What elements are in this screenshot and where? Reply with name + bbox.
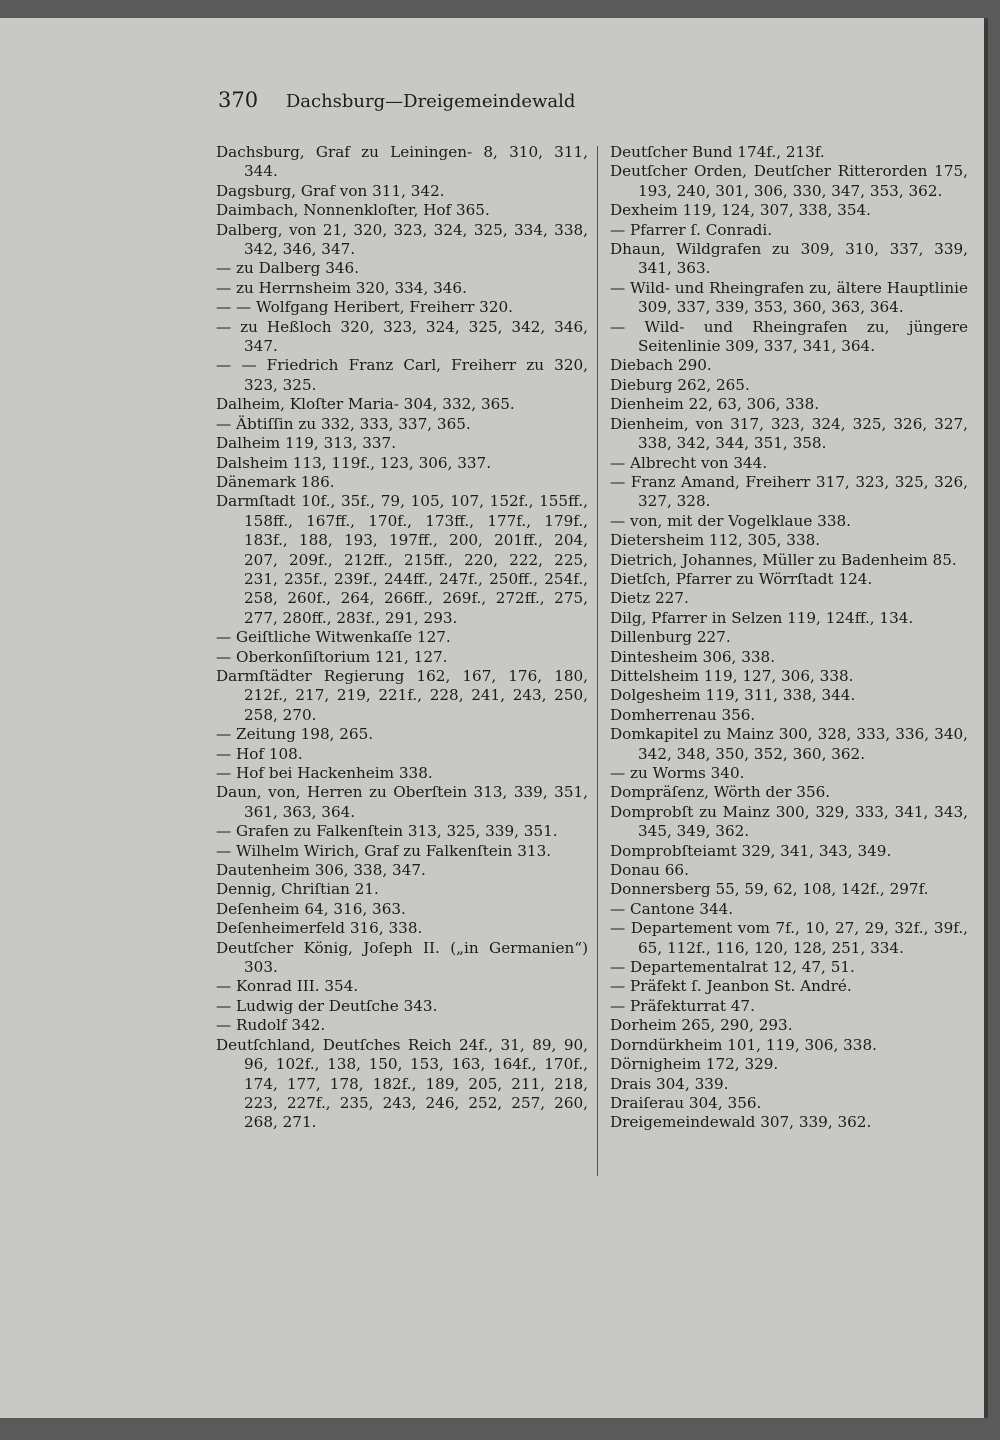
page-header xyxy=(218,88,575,112)
index-entry: — Zeitung 198, 265. xyxy=(216,725,374,744)
index-entry: Dalheim, Kloſter Maria- 304, 332, 365. xyxy=(216,395,515,414)
index-entry: — Ludwig der Deutſche 343. xyxy=(216,996,438,1015)
index-entry: — Oberkonſiſtorium 121, 127. xyxy=(216,647,448,666)
index-entry: — Rudolf 342. xyxy=(216,1016,326,1035)
index-entry: Dieburg 262, 265. xyxy=(610,375,750,394)
index-entry: — zu Worms 340. xyxy=(610,764,745,782)
index-entry: — — Wolfgang Heribert, Freiherr 320. xyxy=(216,298,513,317)
index-entry: — Geiſtliche Witwenkaſſe 127. xyxy=(216,628,451,647)
index-entry: Dalsheim 113, 119f., 123, 306, 337. xyxy=(216,453,492,472)
index-entry: Deutſcher Orden, Deutſcher Ritterorden 175, 193, 240, 301, 306, 330, 347, 353, 362. xyxy=(610,162,968,200)
index-entry: Dietz 227. xyxy=(610,589,689,608)
index-entry: Darmſtadt 10f., 35f., 79, 105, 107, 152f., 155ff., 158ff., 167ff., 170f., 173ff., 177f., 179f., 183f., 188, 193, 197ff., 200, 201ff., 204, 207, 209f., 212ff., 215ff., 220, 222, 225, 231, 235f., 239f., 244ff., 247f., 250ff., 254f., 258, 260f., 264, 266ff., 269f., 272ff., 275, 277, 280ff., 283f., 291, 293. xyxy=(216,492,588,627)
index-entry: Dittelsheim 119, 127, 306, 338. xyxy=(610,666,854,685)
index-entry: Dautenheim 306, 338, 347. xyxy=(216,861,426,880)
index-entry: Daimbach, Nonnenkloſter, Hof 365. xyxy=(216,201,490,220)
index-entry: Dorheim 265, 290, 293. xyxy=(610,1016,793,1035)
index-entry: Daun, von, Herren zu Oberſtein 313, 339, 351, 361, 363, 364. xyxy=(216,783,588,821)
index-entry: — Franz Amand, Freiherr 317, 323, 325, 326, 327, 328. xyxy=(610,472,968,511)
index-entry: Dalberg, von 21, 320, 323, 324, 325, 334, 338, 342, 346, 347. xyxy=(216,220,588,259)
index-entry: Dorndürkheim 101, 119, 306, 338. xyxy=(610,1035,877,1054)
index-entry: — von, mit der Vogelklaue 338. xyxy=(610,511,851,530)
index-entry: Domherrenau 356. xyxy=(610,705,756,724)
index-entry: Dilg, Pfarrer in Selzen 119, 124ff., 134. xyxy=(610,608,914,627)
index-entry: Deſenheimerfeld 316, 338. xyxy=(216,919,423,938)
index-entry: Deſenheim 64, 316, 363. xyxy=(216,899,406,918)
index-entry: Dalheim 119, 313, 337. xyxy=(216,434,397,453)
index-entry: — Wild- und Rheingrafen zu, ältere Hauptlinie 309, 337, 339, 353, 360, 363, 364. xyxy=(610,278,968,317)
index-entry: — Albrecht von 344. xyxy=(610,453,768,472)
index-entry: Dachsburg, Graf zu Leiningen- 8, 310, 311, 344. xyxy=(216,143,588,181)
index-entry: Dietrich, Johannes, Müller zu Badenheim 85. xyxy=(610,550,957,569)
index-entry: — Äbtiſſin zu 332, 333, 337, 365. xyxy=(216,414,471,433)
index-entry: Deutſcher König, Joſeph II. („in Germanien“) 303. xyxy=(216,938,588,977)
index-entry: Dhaun, Wildgrafen zu 309, 310, 337, 339, 341, 363. xyxy=(610,240,968,278)
index-entry: Dolgesheim 119, 311, 338, 344. xyxy=(610,686,856,705)
index-entry: — Departementalrat 12, 47, 51. xyxy=(610,958,855,977)
index-entry: Domprobſt zu Mainz 300, 329, 333, 341, 343, 345, 349, 362. xyxy=(610,802,968,841)
index-entry: Darmſtädter Regierung 162, 167, 176, 180, 212f., 217, 219, 221f., 228, 241, 243, 250, 258, 270. xyxy=(216,666,588,724)
index-entry: — Wild- und Rheingrafen zu, jüngere Seitenlinie 309, 337, 341, 364. xyxy=(610,317,968,356)
running-title: Dachsburg—Dreigemeindewald xyxy=(285,91,576,112)
index-entry: — Cantone 344. xyxy=(610,899,734,918)
index-entry: — zu Dalberg 346. xyxy=(216,259,360,278)
index-entry: Dörnigheim 172, 329. xyxy=(610,1055,779,1074)
index-entry: — — Friedrich Franz Carl, Freiherr zu 320, 323, 325. xyxy=(216,356,588,394)
index-entry: Donnersberg 55, 59, 62, 108, 142f., 297f. xyxy=(610,880,929,899)
index-entry: Dietersheim 112, 305, 338. xyxy=(610,531,821,550)
index-entry: — Präfekturrat 47. xyxy=(610,996,755,1015)
index-entry: Dänemark 186. xyxy=(216,472,335,491)
index-entry: — Wilhelm Wirich, Graf zu Falkenſtein 313. xyxy=(216,841,552,860)
index-entry: Dexheim 119, 124, 307, 338, 354. xyxy=(610,201,871,220)
index-entry: — Grafen zu Falkenſtein 313, 325, 339, 351. xyxy=(216,822,558,841)
index-entry: — Hof bei Hackenheim 338. xyxy=(216,764,433,782)
index-entry: — Pfarrer ſ. Conradi. xyxy=(610,220,773,239)
index-entry: — Departement vom 7f., 10, 27, 29, 32f., 39f., 65, 112f., 116, 120, 128, 251, 334. xyxy=(610,919,968,957)
index-entry: Donau 66. xyxy=(610,861,689,880)
index-entry: Deutſcher Bund 174f., 213f. xyxy=(610,143,825,161)
index-entry: — Konrad III. 354. xyxy=(216,977,359,996)
index-entry: Domprobſteiamt 329, 341, 343, 349. xyxy=(610,841,892,860)
index-entry: — zu Herrnsheim 320, 334, 346. xyxy=(216,278,467,297)
book-page xyxy=(0,18,984,1418)
index-entry: — Präfekt ſ. Jeanbon St. André. xyxy=(610,977,852,996)
column-divider xyxy=(597,146,598,1176)
index-entry: Dillenburg 227. xyxy=(610,628,731,647)
index-entry: Dienheim, von 317, 323, 324, 325, 326, 327, 338, 342, 344, 351, 358. xyxy=(610,414,968,453)
index-column-right xyxy=(610,143,968,1133)
index-entry: Dietſch, Pfarrer zu Wörrſtadt 124. xyxy=(610,569,873,588)
index-entry: Dompräſenz, Wörth der 356. xyxy=(610,783,831,802)
index-entry: Deutſchland, Deutſches Reich 24f., 31, 89, 90, 96, 102f., 138, 150, 153, 163, 164f., 170f., 174, 177, 178, 182f., 189, 205, 211, 218, 223, 227f., 235, 243, 246, 252, 257, 260, 268, 271. xyxy=(216,1035,588,1132)
index-entry: Dintesheim 306, 338. xyxy=(610,647,776,666)
index-entry: Dagsburg, Graf von 311, 342. xyxy=(216,181,445,200)
index-entry: — Hof 108. xyxy=(216,744,303,763)
index-entry: Domkapitel zu Mainz 300, 328, 333, 336, 340, 342, 348, 350, 352, 360, 362. xyxy=(610,725,968,763)
index-entry: Dienheim 22, 63, 306, 338. xyxy=(610,395,820,414)
index-entry: Drais 304, 339. xyxy=(610,1074,729,1093)
index-entry: Dennig, Chriſtian 21. xyxy=(216,880,379,899)
index-entry: Diebach 290. xyxy=(610,356,712,375)
index-entry: Draiſerau 304, 356. xyxy=(610,1093,762,1112)
index-entry: Dreigemeindewald 307, 339, 362. xyxy=(610,1113,872,1132)
index-column-left xyxy=(216,143,588,1133)
index-entry: — zu Heßloch 320, 323, 324, 325, 342, 346, 347. xyxy=(216,317,588,356)
page-number: 370 xyxy=(218,88,259,112)
